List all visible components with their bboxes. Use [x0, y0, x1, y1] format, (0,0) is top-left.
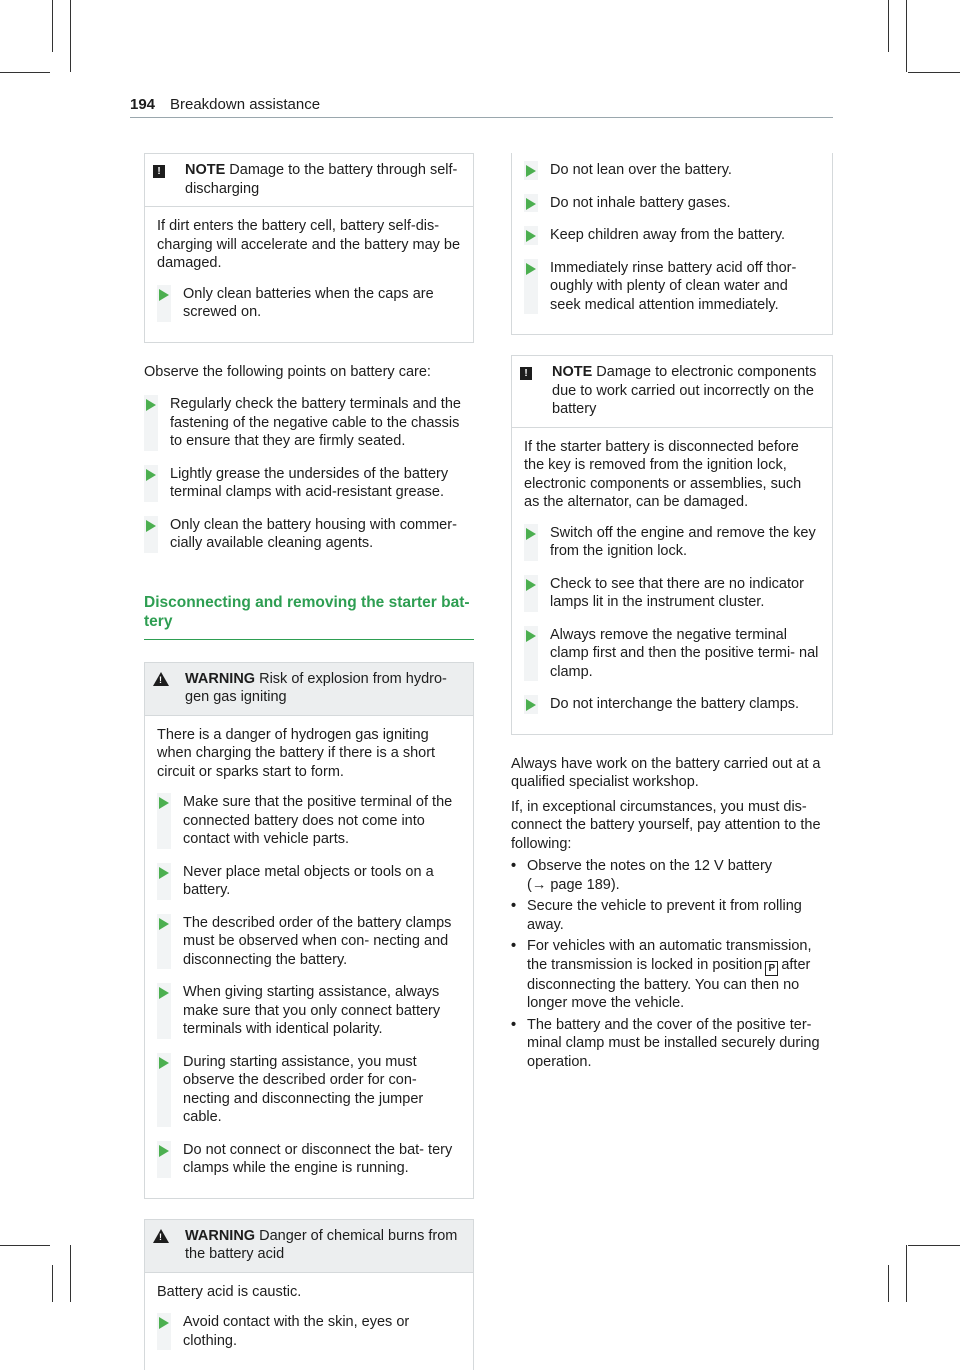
crop-mark [70, 0, 71, 72]
crop-mark [906, 0, 907, 72]
step-item: Regularly check the battery terminals and the fastening of the negative cable to the chassis to ensure that they are firmly seated. [144, 395, 474, 451]
step-item: Always remove the negative terminal clamp first and then the positive termi- nal clamp. [524, 626, 820, 682]
step-arrow-icon [157, 863, 183, 900]
step-item: Do not connect or disconnect the bat- tery clamps while the engine is running. [157, 1141, 461, 1178]
page-reference-link[interactable]: (→ page 189). [527, 877, 620, 893]
step-arrow-icon [524, 259, 550, 315]
left-column [144, 153, 474, 1370]
list-item: • The battery and the cover of the positive ter- minal clamp must be installed securely during operation. [511, 1016, 833, 1072]
warning-body: There is a danger of hydrogen gas igniting when charging the battery if there is a short circuit or sparks start to form. [157, 726, 461, 782]
page-number: 194 [130, 96, 155, 115]
note-keyword: NOTE [552, 364, 592, 380]
bullet-list [511, 857, 833, 1071]
page-title: Breakdown assistance [170, 96, 320, 115]
step-item: Only clean the battery housing with commer- cially available cleaning agents. [144, 516, 474, 553]
intro-text: Observe the following points on battery care: [144, 363, 474, 382]
step-item: Do not inhale battery gases. [524, 194, 820, 213]
note-box-electronics [511, 355, 833, 735]
step-arrow-icon [157, 1053, 183, 1127]
step-item: When giving starting assistance, always make sure that you only connect battery terminals with identical polarity. [157, 983, 461, 1039]
list-item: • Observe the notes on the 12 V battery (→ page 189). [511, 857, 833, 894]
list-item: • Secure the vehicle to prevent it from rolling away. [511, 897, 833, 934]
step-arrow-icon [157, 285, 183, 322]
step-item: Immediately rinse battery acid off thor- oughly with plenty of clean water and seek medical attention immediately. [524, 259, 820, 315]
paragraph: Always have work on the battery carried out at a qualified specialist workshop. [511, 755, 833, 792]
step-item: Switch off the engine and remove the key from the ignition lock. [524, 524, 820, 561]
step-arrow-icon [524, 161, 550, 180]
crop-mark [52, 0, 53, 52]
step-arrow-icon [144, 465, 170, 502]
step-item: The described order of the battery clamps must be observed when con- necting and disconnecting the battery. [157, 914, 461, 970]
crop-mark [52, 1265, 53, 1302]
crop-mark [908, 72, 960, 73]
step-item: Do not lean over the battery. [524, 161, 820, 180]
warning-box-explosion [144, 662, 474, 1199]
warning-triangle-icon: ! [153, 672, 169, 686]
warning-box-acid-continued [511, 153, 833, 335]
crop-mark [888, 0, 889, 52]
warning-title: Danger of chemical burns from the battery acid [185, 1228, 457, 1263]
step-arrow-icon [524, 524, 550, 561]
step-arrow-icon [524, 194, 550, 213]
section-heading: Disconnecting and removing the starter bat- tery [144, 593, 474, 640]
warning-box-acid [144, 1219, 474, 1370]
step-item: Only clean batteries when the caps are screwed on. [157, 285, 461, 322]
note-header [512, 356, 832, 428]
step-item: Lightly grease the undersides of the battery terminal clamps with acid-resistant grease. [144, 465, 474, 502]
crop-mark [70, 1245, 71, 1302]
step-arrow-icon [524, 575, 550, 612]
note-body: If the starter battery is disconnected before the key is removed from the ignition lock, electronic components or assemblies, such as the alternator, can be damaged. [524, 438, 820, 512]
step-arrow-icon [144, 395, 170, 451]
note-header [145, 154, 473, 207]
step-item: During starting assistance, you must observe the described order for con- necting and disconnecting the jumper cable. [157, 1053, 461, 1127]
park-position-icon: P [765, 961, 778, 976]
list-item: • For vehicles with an automatic transmission, the transmission is locked in position P after disconnecting the battery. You can then no longer move the vehicle. [511, 937, 833, 1013]
step-arrow-icon [157, 1313, 183, 1350]
note-keyword: NOTE [185, 162, 225, 178]
crop-mark [0, 72, 50, 73]
warning-triangle-icon: ! [153, 1229, 169, 1243]
warning-title: Risk of explosion from hydro- gen gas igniting [185, 671, 447, 706]
warning-keyword: WARNING [185, 1228, 255, 1244]
notice-icon: ! [520, 367, 532, 380]
crop-mark [888, 1265, 889, 1302]
step-item: Never place metal objects or tools on a battery. [157, 863, 461, 900]
step-arrow-icon [524, 695, 550, 714]
step-arrow-icon [157, 983, 183, 1039]
warning-body: Battery acid is caustic. [157, 1283, 461, 1302]
step-arrow-icon [524, 626, 550, 682]
crop-mark [908, 1245, 960, 1246]
warning-keyword: WARNING [185, 671, 255, 687]
crop-mark [0, 1245, 50, 1246]
step-arrow-icon [157, 793, 183, 849]
header-rule [130, 117, 833, 118]
note-body: If dirt enters the battery cell, battery self-dis- charging will accelerate and the battery may be damaged. [157, 217, 461, 273]
step-arrow-icon [157, 1141, 183, 1178]
right-column [511, 153, 833, 1074]
step-item: Do not interchange the battery clamps. [524, 695, 820, 714]
note-box-self-discharge [144, 153, 474, 343]
warning-header [145, 1220, 473, 1273]
step-item: Avoid contact with the skin, eyes or clothing. [157, 1313, 461, 1350]
step-arrow-icon [144, 516, 170, 553]
warning-header [145, 663, 473, 716]
paragraph: If, in exceptional circumstances, you must dis- connect the battery yourself, pay attention to the following: [511, 798, 833, 854]
crop-mark [906, 1245, 907, 1302]
note-title: Damage to the battery through self-discharging [185, 162, 457, 197]
step-item: Check to see that there are no indicator lamps lit in the instrument cluster. [524, 575, 820, 612]
step-item: Keep children away from the battery. [524, 226, 820, 245]
note-title: Damage to electronic components due to work carried out incorrectly on the battery [552, 364, 816, 417]
step-item: Make sure that the positive terminal of the connected battery does not come into contact with vehicle parts. [157, 793, 461, 849]
step-arrow-icon [157, 914, 183, 970]
step-arrow-icon [524, 226, 550, 245]
notice-icon: ! [153, 165, 165, 178]
